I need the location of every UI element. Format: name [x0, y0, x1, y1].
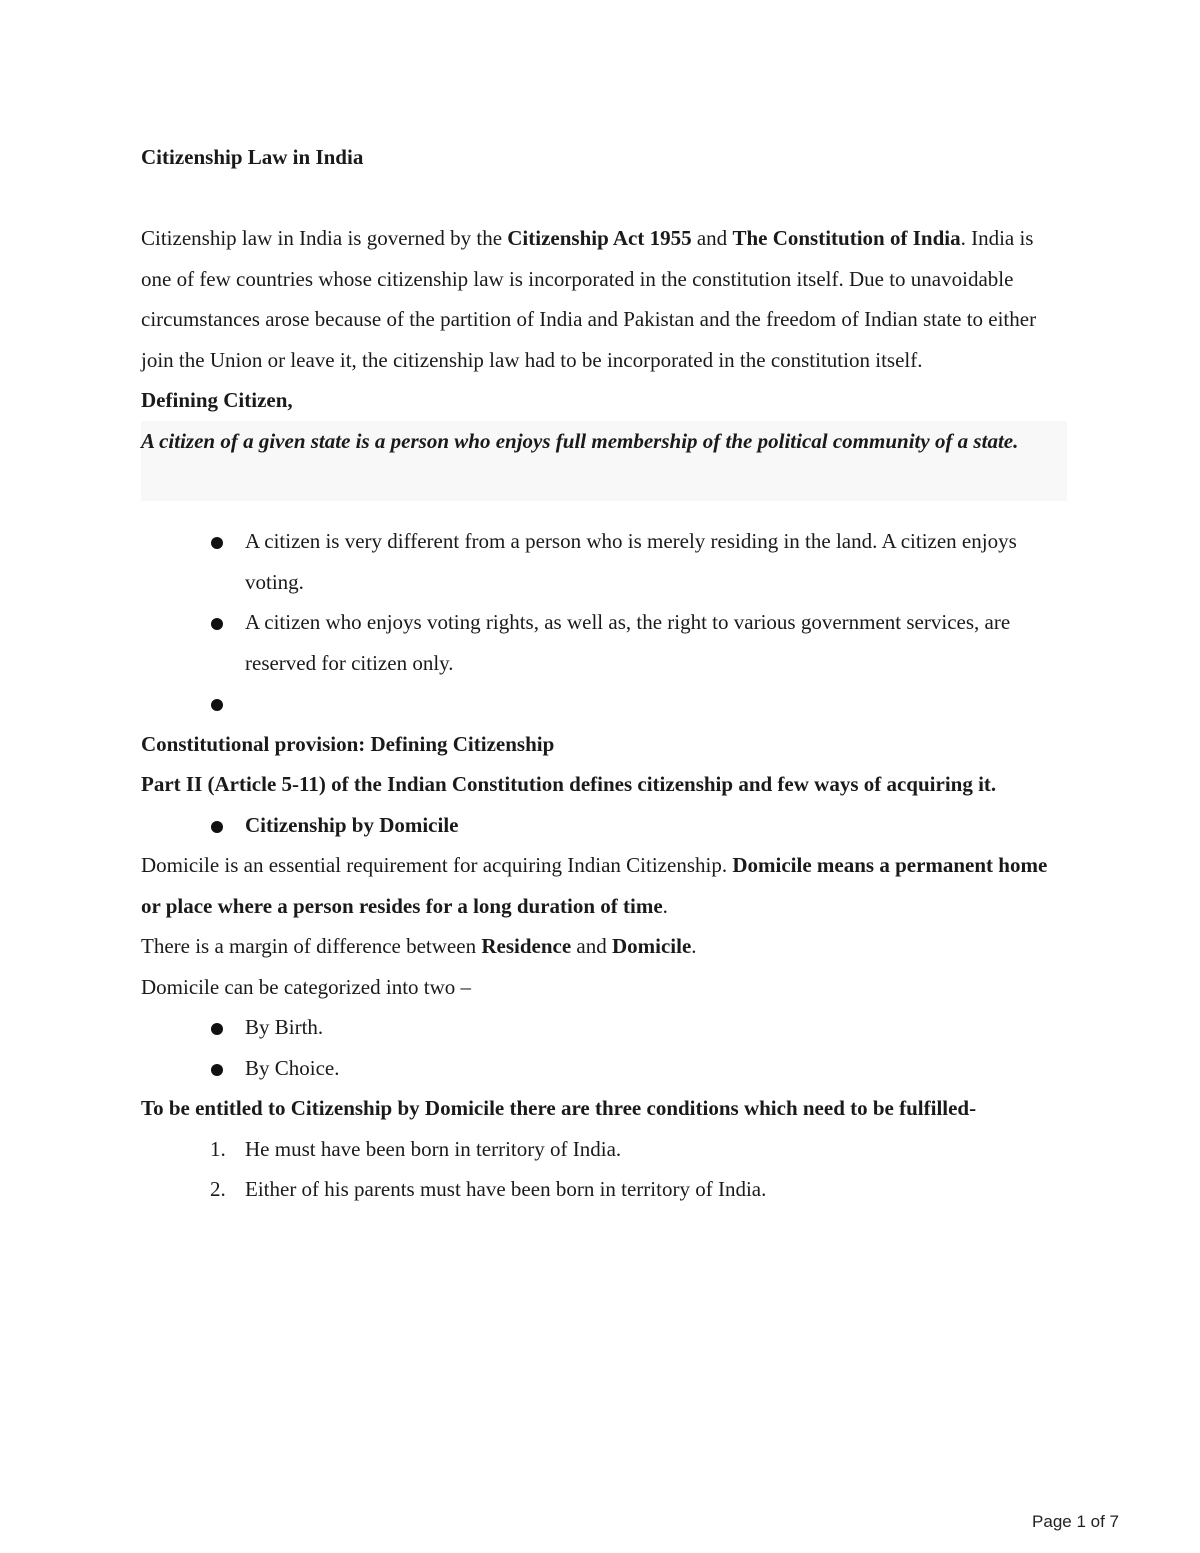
intro-paragraph: [141, 218, 1061, 380]
list-item: [141, 1129, 1061, 1170]
conditions-heading: To be entitled to Citizenship by Domicile there are three conditions which need to be fulfilled-: [141, 1096, 977, 1120]
margin-text-3: .: [691, 934, 697, 958]
intro-text-3: . India is one of few countries whose citizenship law is incorporated in the constitution itself. Due to unavoidable circumstances arose because of the partition of India and Pakistan and the freedom of Indian state to either join the Union or leave it, the citizenship law had to be incorporated in the constitution itself.: [141, 226, 1037, 372]
list-item: [141, 1007, 1061, 1048]
intro-text-2: and: [691, 226, 733, 250]
list-item-number: 2.: [210, 1177, 226, 1201]
list-item-text: Either of his parents must have been born in territory of India.: [245, 1177, 767, 1201]
list-item: [141, 805, 1061, 846]
bullet-icon: [211, 699, 223, 711]
list-item-text: Citizenship by Domicile: [245, 812, 459, 837]
list-item: [141, 602, 1061, 683]
bullet-icon: [211, 1064, 223, 1076]
list-item-text: By Choice.: [245, 1055, 340, 1080]
domicile-paragraph: [141, 845, 1061, 926]
page-number: Page 1 of 7: [1032, 1512, 1119, 1531]
list-item-number: 1.: [210, 1136, 226, 1161]
document-title: Citizenship Law in India: [141, 145, 364, 169]
conditions-list: [141, 1129, 1061, 1210]
domicile-text-2: .: [662, 893, 668, 918]
intro-bold-constitution: The Constitution of India: [732, 226, 961, 250]
defining-heading: Defining Citizen,: [141, 388, 293, 412]
bullet-icon: [211, 1023, 223, 1035]
definition-quote: A citizen of a given state is a person who enjoys full membership of the political community of a state.: [141, 421, 1067, 502]
list-item-text: He must have been born in territory of India.: [245, 1136, 622, 1161]
bullet-icon: [211, 821, 223, 833]
margin-paragraph: [141, 926, 1061, 967]
domicile-types-list: [141, 1007, 1061, 1088]
spacer: [141, 501, 1061, 521]
intro-text-1: Citizenship law in India is governed by the: [141, 226, 508, 250]
spacer: [141, 178, 1061, 219]
document-page: [141, 137, 1061, 1210]
list-item: [141, 1048, 1061, 1089]
margin-bold-domicile: Domicile: [611, 934, 692, 958]
domicile-bullet-list: [141, 805, 1061, 846]
margin-text-2: and: [571, 934, 612, 958]
bullet-icon: [211, 537, 223, 549]
margin-bold-residence: Residence: [481, 934, 572, 958]
list-item: [141, 683, 1061, 724]
list-item-text: A citizen is very different from a person who is merely residing in the land. A citizen enjoys voting.: [245, 529, 1017, 594]
list-item-text: A citizen who enjoys voting rights, as well as, the right to various government services, are reserved for citizen only.: [245, 610, 1011, 675]
bullet-icon: [211, 618, 223, 630]
list-item: [141, 521, 1061, 602]
margin-text-1: There is a margin of difference between: [141, 934, 482, 958]
categorized-paragraph: Domicile can be categorized into two –: [141, 974, 472, 999]
list-item: [141, 1169, 1061, 1210]
domicile-bold-definition: Domicile means a permanent home or place where a person resides for a long duration of time: [141, 853, 1048, 918]
domicile-text-1: Domicile is an essential requirement for acquiring Indian Citizenship.: [141, 853, 733, 877]
citizen-points-list: [141, 521, 1061, 724]
intro-bold-act: Citizenship Act 1955: [507, 226, 692, 250]
list-item-text: By Birth.: [245, 1015, 324, 1039]
constitutional-heading: Constitutional provision: Defining Citizenship: [141, 731, 555, 756]
part-ii-paragraph: Part II (Article 5-11) of the Indian Constitution defines citizenship and few ways of acquiring it.: [141, 772, 997, 796]
